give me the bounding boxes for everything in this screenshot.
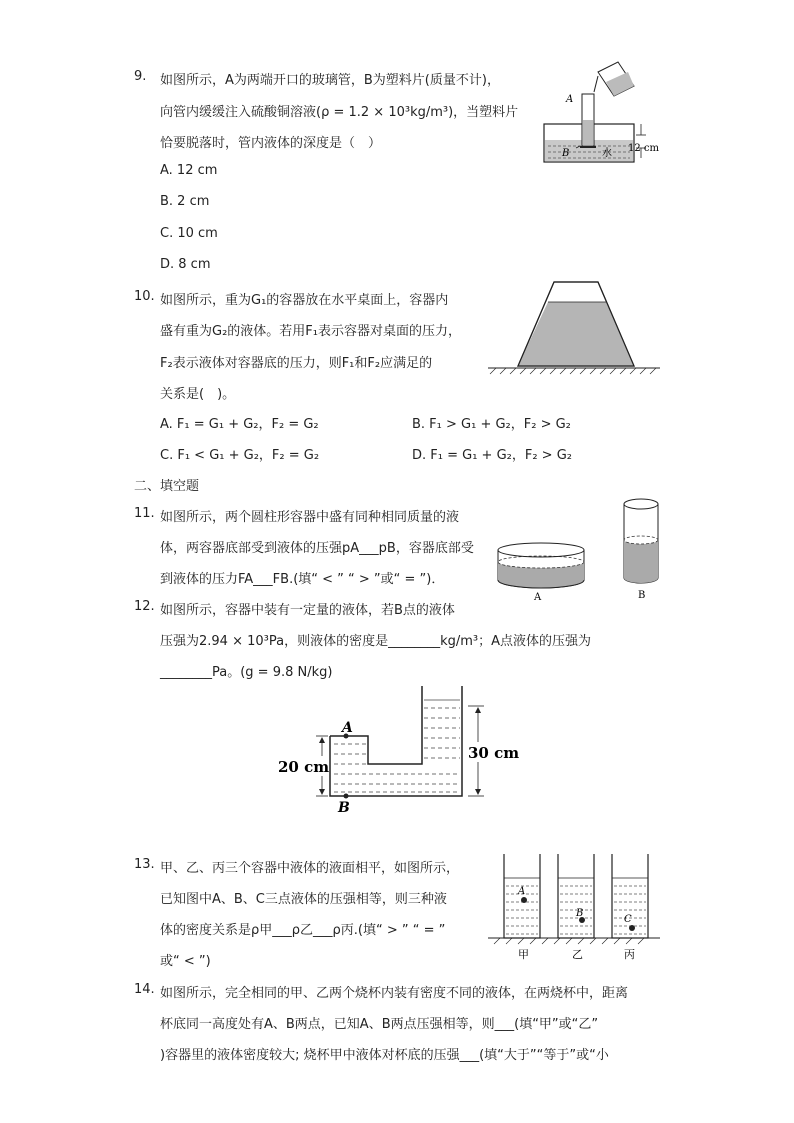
q14-text-line2: 杯底同一高度处有A、B两点，已知A、B两点压强相等，则___(填“甲”或“乙” xyxy=(160,1017,599,1032)
q11-number: 11. xyxy=(134,506,155,521)
q14-number: 14. xyxy=(134,982,155,997)
q13-figure xyxy=(484,848,664,966)
q10-option-b: B. F₁ > G₁ + G₂，F₂ > G₂ xyxy=(412,417,571,432)
q12-fig-dim-right: 30 cm xyxy=(468,744,520,762)
q12-fig-label-a: A xyxy=(342,720,353,736)
q9-option-c: C. 10 cm xyxy=(160,226,218,241)
q13-fig-label-a: A xyxy=(518,886,526,897)
q9-option-b: B. 2 cm xyxy=(160,194,210,209)
q11-text-line3: 到液体的压力FA___FB.(填“ < ” “ > ”或“ = ”)． xyxy=(160,572,445,587)
q10-text-line4: 关系是( )。 xyxy=(160,387,236,402)
q11-text-line2: 体，两容器底部受到液体的压强pA___pB，容器底部受 xyxy=(160,541,474,556)
q13-fig-container-3: 丙 xyxy=(624,948,635,961)
q9-fig-label-water: 水 xyxy=(602,148,612,159)
q9-fig-label-a: A xyxy=(566,94,574,105)
q10-text-line1: 如图所示，重为G₁的容器放在水平桌面上，容器内 xyxy=(160,293,449,308)
q13-text-line4: 或“ < ”) xyxy=(160,954,211,969)
pouring-beaker-icon xyxy=(594,62,634,96)
q13-fig-label-c: C xyxy=(624,914,632,925)
q13-number: 13. xyxy=(134,857,155,872)
q9-text-line3: 恰要脱落时，管内液体的深度是（ ） xyxy=(160,136,382,151)
q9-figure xyxy=(536,58,666,168)
q10-text-line2: 盛有重为G₂的液体。若用F₁表示容器对桌面的压力， xyxy=(160,324,461,339)
q12-fig-label-b: B xyxy=(338,800,350,816)
q12-figure xyxy=(272,680,532,820)
q10-option-a: A. F₁ = G₁ + G₂，F₂ = G₂ xyxy=(160,417,319,432)
q9-fig-label-b: B xyxy=(562,148,570,159)
q11-figure xyxy=(492,496,672,604)
q12-text-line3: ________Pa。(g = 9.8 N/kg) xyxy=(160,665,333,680)
q9-text-line2: 向管内缓缓注入硫酸铜溶液(ρ = 1.2 × 10³kg/m³)，当塑料片 xyxy=(160,105,519,120)
section-heading: 二、填空题 xyxy=(134,479,200,494)
q9-fig-dim: 12 cm xyxy=(628,143,659,154)
q11-fig-label-b: B xyxy=(638,590,646,601)
q13-fig-container-1: 甲 xyxy=(518,948,529,961)
q13-text-line3: 体的密度关系是ρ甲___ρ乙___ρ丙.(填“ > ” “ = ” xyxy=(160,923,446,938)
q9-text-line1: 如图所示，A为两端开口的玻璃管，B为塑料片(质量不计)， xyxy=(160,73,500,88)
q10-figure xyxy=(484,276,664,376)
q9-number: 9. xyxy=(134,69,147,84)
q12-text-line1: 如图所示，容器中装有一定量的液体，若B点的液体 xyxy=(160,603,455,618)
q9-option-d: D. 8 cm xyxy=(160,257,211,272)
q11-fig-label-a: A xyxy=(534,592,542,603)
q12-fig-dim-left: 20 cm xyxy=(278,758,330,776)
q14-text-line3: )容器里的液体密度较大; 烧杯甲中液体对杯底的压强___(填“大于”“等于”或“小 xyxy=(160,1048,609,1063)
q11-text-line1: 如图所示，两个圆柱形容器中盛有同种相同质量的液 xyxy=(160,510,460,525)
q13-text-line1: 甲、乙、丙三个容器中液体的液面相平，如图所示， xyxy=(160,861,460,876)
q13-fig-label-b: B xyxy=(576,908,584,919)
q10-number: 10. xyxy=(134,289,155,304)
q10-option-d: D. F₁ = G₁ + G₂，F₂ > G₂ xyxy=(412,448,572,463)
q13-fig-container-2: 乙 xyxy=(572,948,583,961)
q13-text-line2: 已知图中A、B、C三点液体的压强相等，则三种液 xyxy=(160,892,447,907)
q12-number: 12. xyxy=(134,599,155,614)
q9-option-a: A. 12 cm xyxy=(160,163,218,178)
container-b xyxy=(624,499,658,583)
q12-text-line2: 压强为2.94 × 10³Pa，则液体的密度是________kg/m³；A点液体的压强为 xyxy=(160,634,592,649)
container-a xyxy=(498,543,584,588)
q14-text-line1: 如图所示，完全相同的甲、乙两个烧杯内装有密度不同的液体，在两烧杯中，距离 xyxy=(160,986,629,1001)
q10-text-line3: F₂表示液体对容器底的压力，则F₁和F₂应满足的 xyxy=(160,356,433,371)
q10-option-c: C. F₁ < G₁ + G₂，F₂ = G₂ xyxy=(160,448,320,463)
